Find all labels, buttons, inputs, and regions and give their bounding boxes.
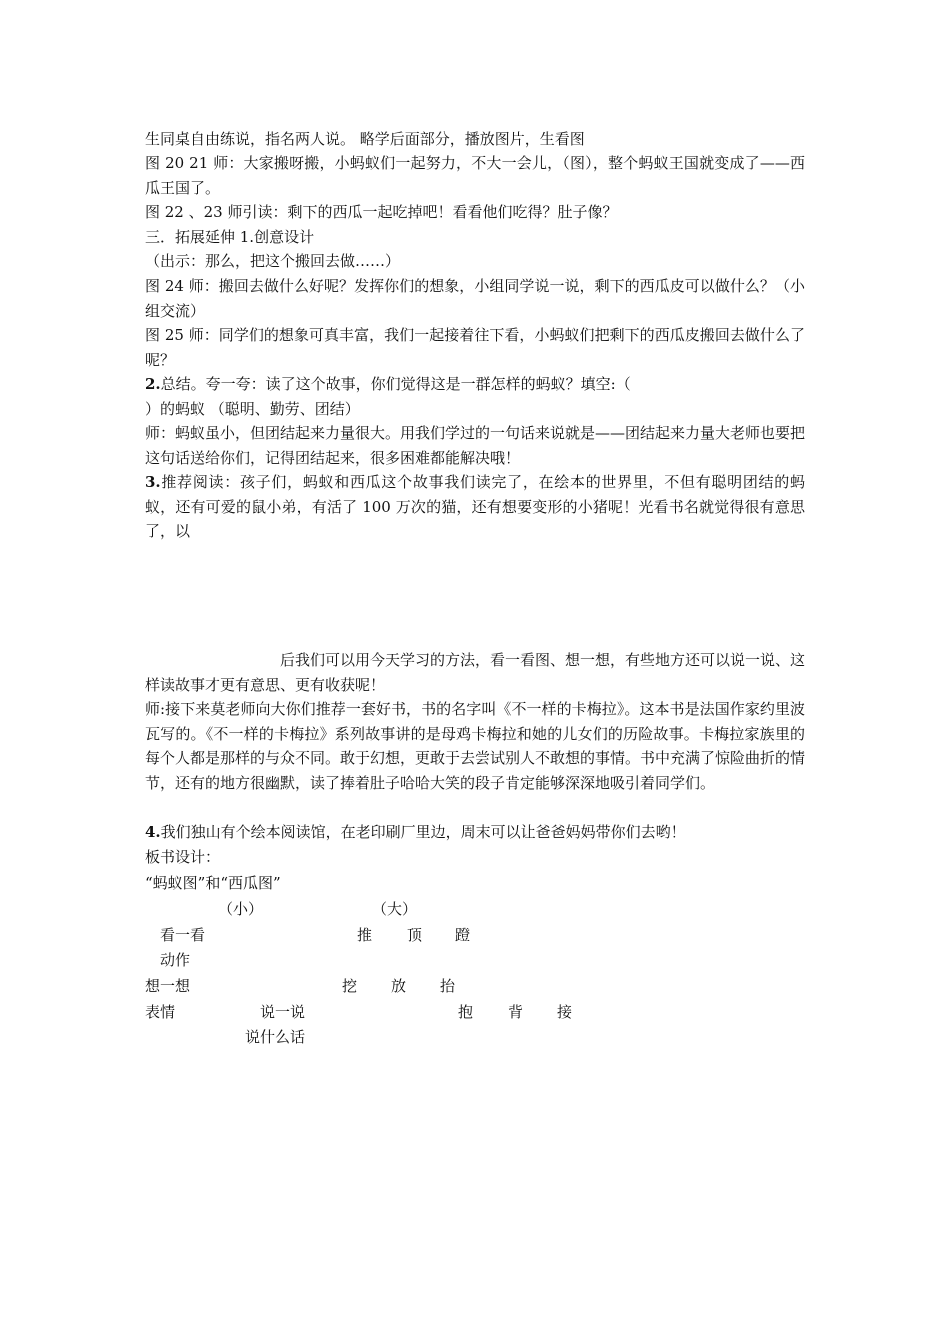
board-action-dig: 挖 [342,977,358,995]
paragraph-fill-blank: ）的蚂蚁 （聪明、勤劳、团结） [145,400,360,418]
paragraph-continue: 后我们可以用今天学习的方法，看一看图、想一想，有些地方还可以说一说、这样读故事才更有意思、更有收获呢！ [145,651,806,694]
paragraph-carmela: 师:接下来莫老师向大你们推荐一套好书，书的名字叫《不一样的卡梅拉》。这本书是法国作家约里波瓦写的。《不一样的卡梅拉》系列故事讲的是母鸡卡梅拉和她的儿女们的历险故事。卡梅拉家族里的每个人都是那样的与众不同。敢于幻想，更敢于去尝试别人不敢想的事情。书中充满了惊险曲折的情节，还有的地方很幽默，读了捧着肚子哈哈大笑的段子肯定能够深深地吸引着同学们。 [145,700,806,792]
item-number: 3. [145,473,161,491]
board-think: 想一想 [145,977,191,995]
paragraph-section-three: 三．拓展延伸 1.创意设计 [145,228,315,246]
paragraph-board-design-label: 板书设计： [145,848,221,866]
paragraph-show: （出示：那么，把这个搬回去做……） [145,252,401,270]
board-action-raise: 抬 [440,977,456,995]
board-big-label: （大） [372,900,418,918]
item-number: 2. [145,375,161,393]
board-action-label: 动作 [160,951,191,969]
paragraph-figure-24: 图 24 师：搬回去做什么好呢？发挥你们的想象，小组同学说一说，剩下的西瓜皮可以做什么？（小组交流） [145,277,805,320]
board-expression-label: 表情 [145,1003,176,1021]
board-action-hug: 抱 [458,1003,474,1021]
paragraph-picture-book-hall: 4.我们独山有个绘本阅读馆，在老印刷厂里边，周末可以让爸爸妈妈带你们去哟！ [145,823,686,841]
board-what-to-say: 说什么话 [245,1028,306,1046]
paragraph-figure-22-23: 图 22 、23 师引读：剩下的西瓜一起吃掉吧！看看他们吃得？肚子像？ [145,203,618,221]
board-action-put: 放 [391,977,407,995]
board-action-catch: 接 [557,1003,573,1021]
board-small-label: （小） [218,900,264,918]
board-action-push: 推 [357,926,373,944]
paragraph-summary: 2.总结。夸一夸：读了这个故事，你们觉得这是一群怎样的蚂蚁？填空:（ [145,375,631,393]
paragraph-teacher-unity: 师：蚂蚁虽小，但团结起来力量很大。用我们学过的一句话来说就是——团结起来力量大老师也要把这句话送给你们，记得团结起来，很多困难都能解决哦！ [145,424,806,467]
board-look: 看一看 [160,926,206,944]
item-number: 4. [145,823,161,841]
board-action-lift-head: 顶 [407,926,423,944]
paragraph-recommend-reading: 3.推荐阅读：孩子们，蚂蚁和西瓜这个故事我们读完了，在绘本的世界里，不但有聪明团结的蚂蚁，还有可爱的鼠小弟，有活了 100 万次的猫，还有想要变形的小猪呢！光看书名就觉得很有意思了，以 [145,473,805,540]
board-action-kick: 蹬 [455,926,471,944]
board-action-carry: 背 [508,1003,524,1021]
board-say: 说一说 [260,1003,306,1021]
board-title: “蚂蚁图”和“西瓜图” [145,874,281,892]
paragraph-practice: 生同桌自由练说，指名两人说。 略学后面部分，播放图片，生看图 [145,130,585,148]
paragraph-figure-25: 图 25 师：同学们的想象可真丰富，我们一起接着往下看，小蚂蚁们把剩下的西瓜皮搬回去做什么了呢？ [145,326,805,369]
paragraph-figure-20-21: 图 20 21 师：大家搬呀搬，小蚂蚁们一起努力，不大一会儿，（图），整个蚂蚁王国就变成了——西瓜王国了。 [145,154,805,197]
